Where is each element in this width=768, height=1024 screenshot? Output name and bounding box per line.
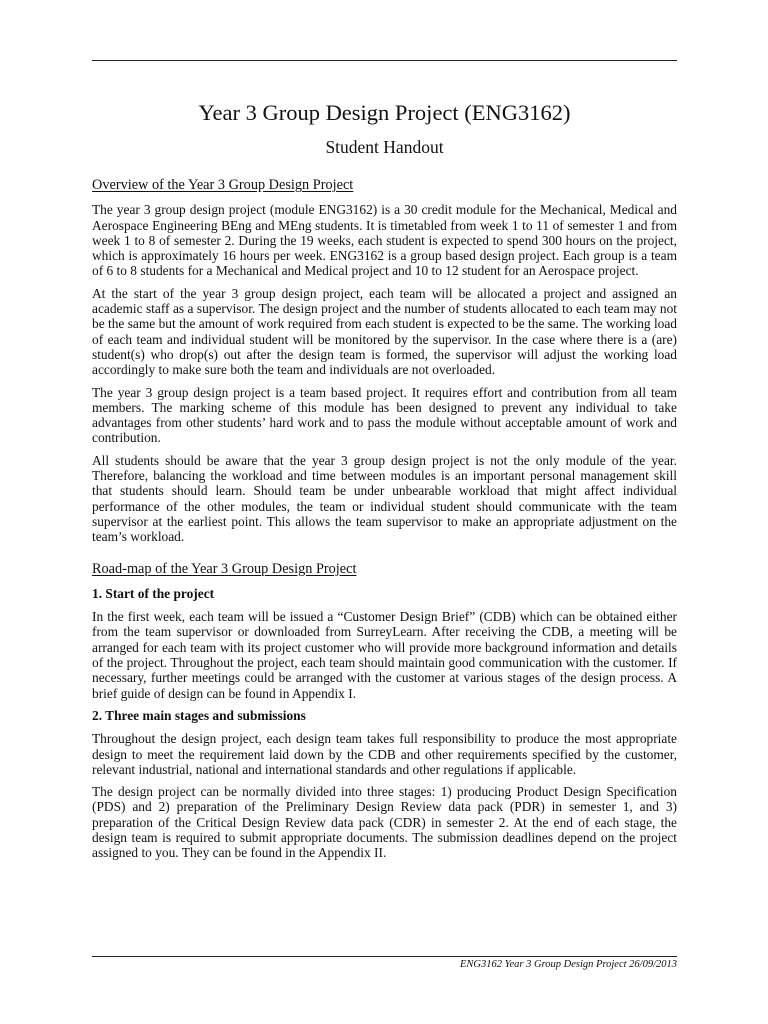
overview-paragraph-4: All students should be aware that the year 3 group design project is not the only module of the year. Therefore, balancing the workload and time between modules is an important personal management skill that students should learn. Should team be under unbearable workload that might affect individual performance of the other modules, the team or individual student should communicate with the team supervisor at the earliest point. This allows the team supervisor to make an appropriate adjustment on the team’s workload. <box>92 452 677 545</box>
stages-paragraph-1: Throughout the design project, each design team takes full responsibility to produce the most appropriate design to meet the requirement laid down by the CDB and other requirements specified by the customer, relevant industrial, national and international standards and other regulations if applicable. <box>92 731 677 777</box>
document-title: Year 3 Group Design Project (ENG3162) <box>198 100 571 125</box>
document-body <box>92 178 677 868</box>
page-footer: ENG3162 Year 3 Group Design Project 26/09/2013 <box>460 959 677 970</box>
start-paragraph-1: In the first week, each team will be issued a “Customer Design Brief” (CDB) which can be obtained either from the team supervisor or downloaded from SurreyLearn. After receiving the CDB, a meeting will be arranged for each team with its project customer who will provide more background information and details of the project. Throughout the project, each team should maintain good communication with the customer. If necessary, further meetings could be arranged with the customer at various stages of the design process. A brief guide of design can be found in Appendix I. <box>92 609 677 701</box>
start-of-project-heading: 1. Start of the project <box>92 585 215 601</box>
document-subtitle: Student Handout <box>325 137 444 157</box>
overview-paragraph-3: The year 3 group design project is a team based project. It requires effort and contribution from all team members. The marking scheme of this module has been designed to prevent any individual to take advantages from other students’ hard work and to pass the module without acceptable amount of work and contribution. <box>92 384 677 446</box>
three-stages-heading: 2. Three main stages and submissions <box>92 707 306 723</box>
top-rule <box>92 60 677 61</box>
overview-heading: Overview of the Year 3 Group Design Project <box>92 177 354 193</box>
roadmap-heading: Road-map of the Year 3 Group Design Project <box>92 560 357 577</box>
stages-paragraph-2: The design project can be normally divided into three stages: 1) producing Product Design Specification (PDS) and 2) preparation of the Preliminary Design Review data pack (PDR) in semester 1, and 3) preparation of the Critical Design Review data pack (CDR) in semester 2. At the end of each stage, the design team is required to submit appropriate documents. The submission deadlines depend on the project assigned to you. They can be found in the Appendix II. <box>92 784 677 861</box>
bottom-rule <box>92 956 677 957</box>
overview-paragraph-1: The year 3 group design project (module ENG3162) is a 30 credit module for the Mechanical, Medical and Aerospace Engineering BEng and MEng students. It is timetabled from week 1 to 11 of semester 1 and from week 1 to 8 of semester 2. During the 19 weeks, each student is expected to spend 300 hours on the project, which is approximately 16 hours per week. ENG3162 is a group based design project. Each group is a team of 6 to 8 students for a Mechanical and Medical project and 10 to 12 student for an Aerospace project. <box>92 202 677 279</box>
overview-paragraph-2: At the start of the year 3 group design project, each team will be allocated a project and assigned an academic staff as a supervisor. The design project and the number of students allocated to each team may not be the same but the amount of work required from each student is expected to be the same. The working load of each team and individual student will be monitored by the supervisor. In the case where there is a (are) student(s) who drop(s) out after the design team is formed, the supervisor will adjust the working load accordingly to make sure both the team and individuals are not overloaded. <box>92 285 677 378</box>
